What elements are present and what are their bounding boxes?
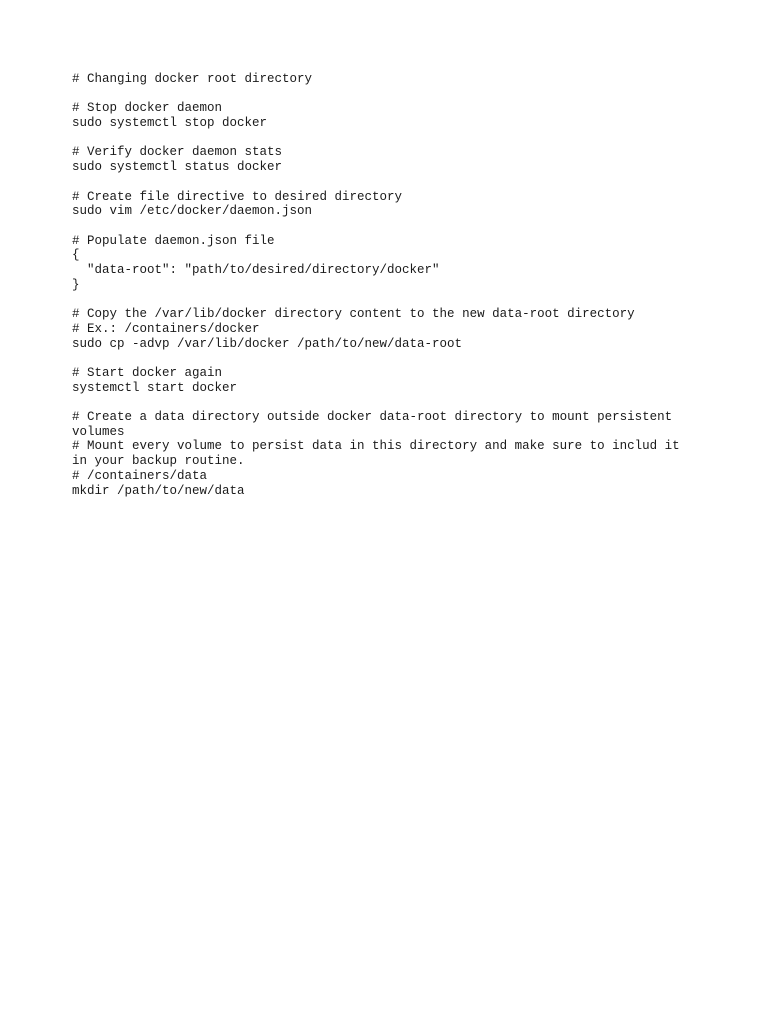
json-line: { — [72, 248, 80, 263]
comment-line: # Ex.: /containers/docker — [72, 321, 260, 336]
comment-line: # Mount every volume to persist data in this directory and make sure to includ it — [72, 439, 680, 454]
copy-directory-block — [72, 307, 696, 351]
stop-docker-block — [72, 101, 696, 130]
data-directory-block — [72, 410, 696, 498]
comment-line: # Create file directive to desired directory — [72, 189, 403, 204]
command-line: sudo vim /etc/docker/daemon.json — [72, 204, 313, 219]
comment-line: # Populate daemon.json file — [72, 233, 275, 248]
populate-json-block — [72, 234, 696, 293]
comment-line: # Copy the /var/lib/docker directory content to the new data-root directory — [72, 307, 635, 322]
command-line: sudo systemctl stop docker — [72, 116, 268, 131]
comment-line: # Start docker again — [72, 365, 223, 380]
section-heading-block — [72, 72, 696, 87]
json-line: } — [72, 277, 80, 292]
comment-line: volumes — [72, 424, 125, 439]
create-file-block — [72, 190, 696, 219]
json-line: "data-root": "path/to/desired/directory/docker" — [72, 263, 440, 278]
comment-line: # Create a data directory outside docker data-root directory to mount persistent — [72, 410, 673, 425]
command-line: systemctl start docker — [72, 380, 238, 395]
verify-docker-block — [72, 145, 696, 174]
command-line: sudo systemctl status docker — [72, 160, 283, 175]
command-line: mkdir /path/to/new/data — [72, 483, 245, 498]
comment-line: # Stop docker daemon — [72, 101, 223, 116]
document-text — [72, 72, 696, 513]
comment-line: in your backup routine. — [72, 454, 245, 469]
comment-line: # /containers/data — [72, 468, 208, 483]
start-docker-block — [72, 366, 696, 395]
comment-line: # Changing docker root directory — [72, 72, 313, 86]
comment-line: # Verify docker daemon stats — [72, 145, 283, 160]
command-line: sudo cp -advp /var/lib/docker /path/to/new/data-root — [72, 336, 463, 351]
